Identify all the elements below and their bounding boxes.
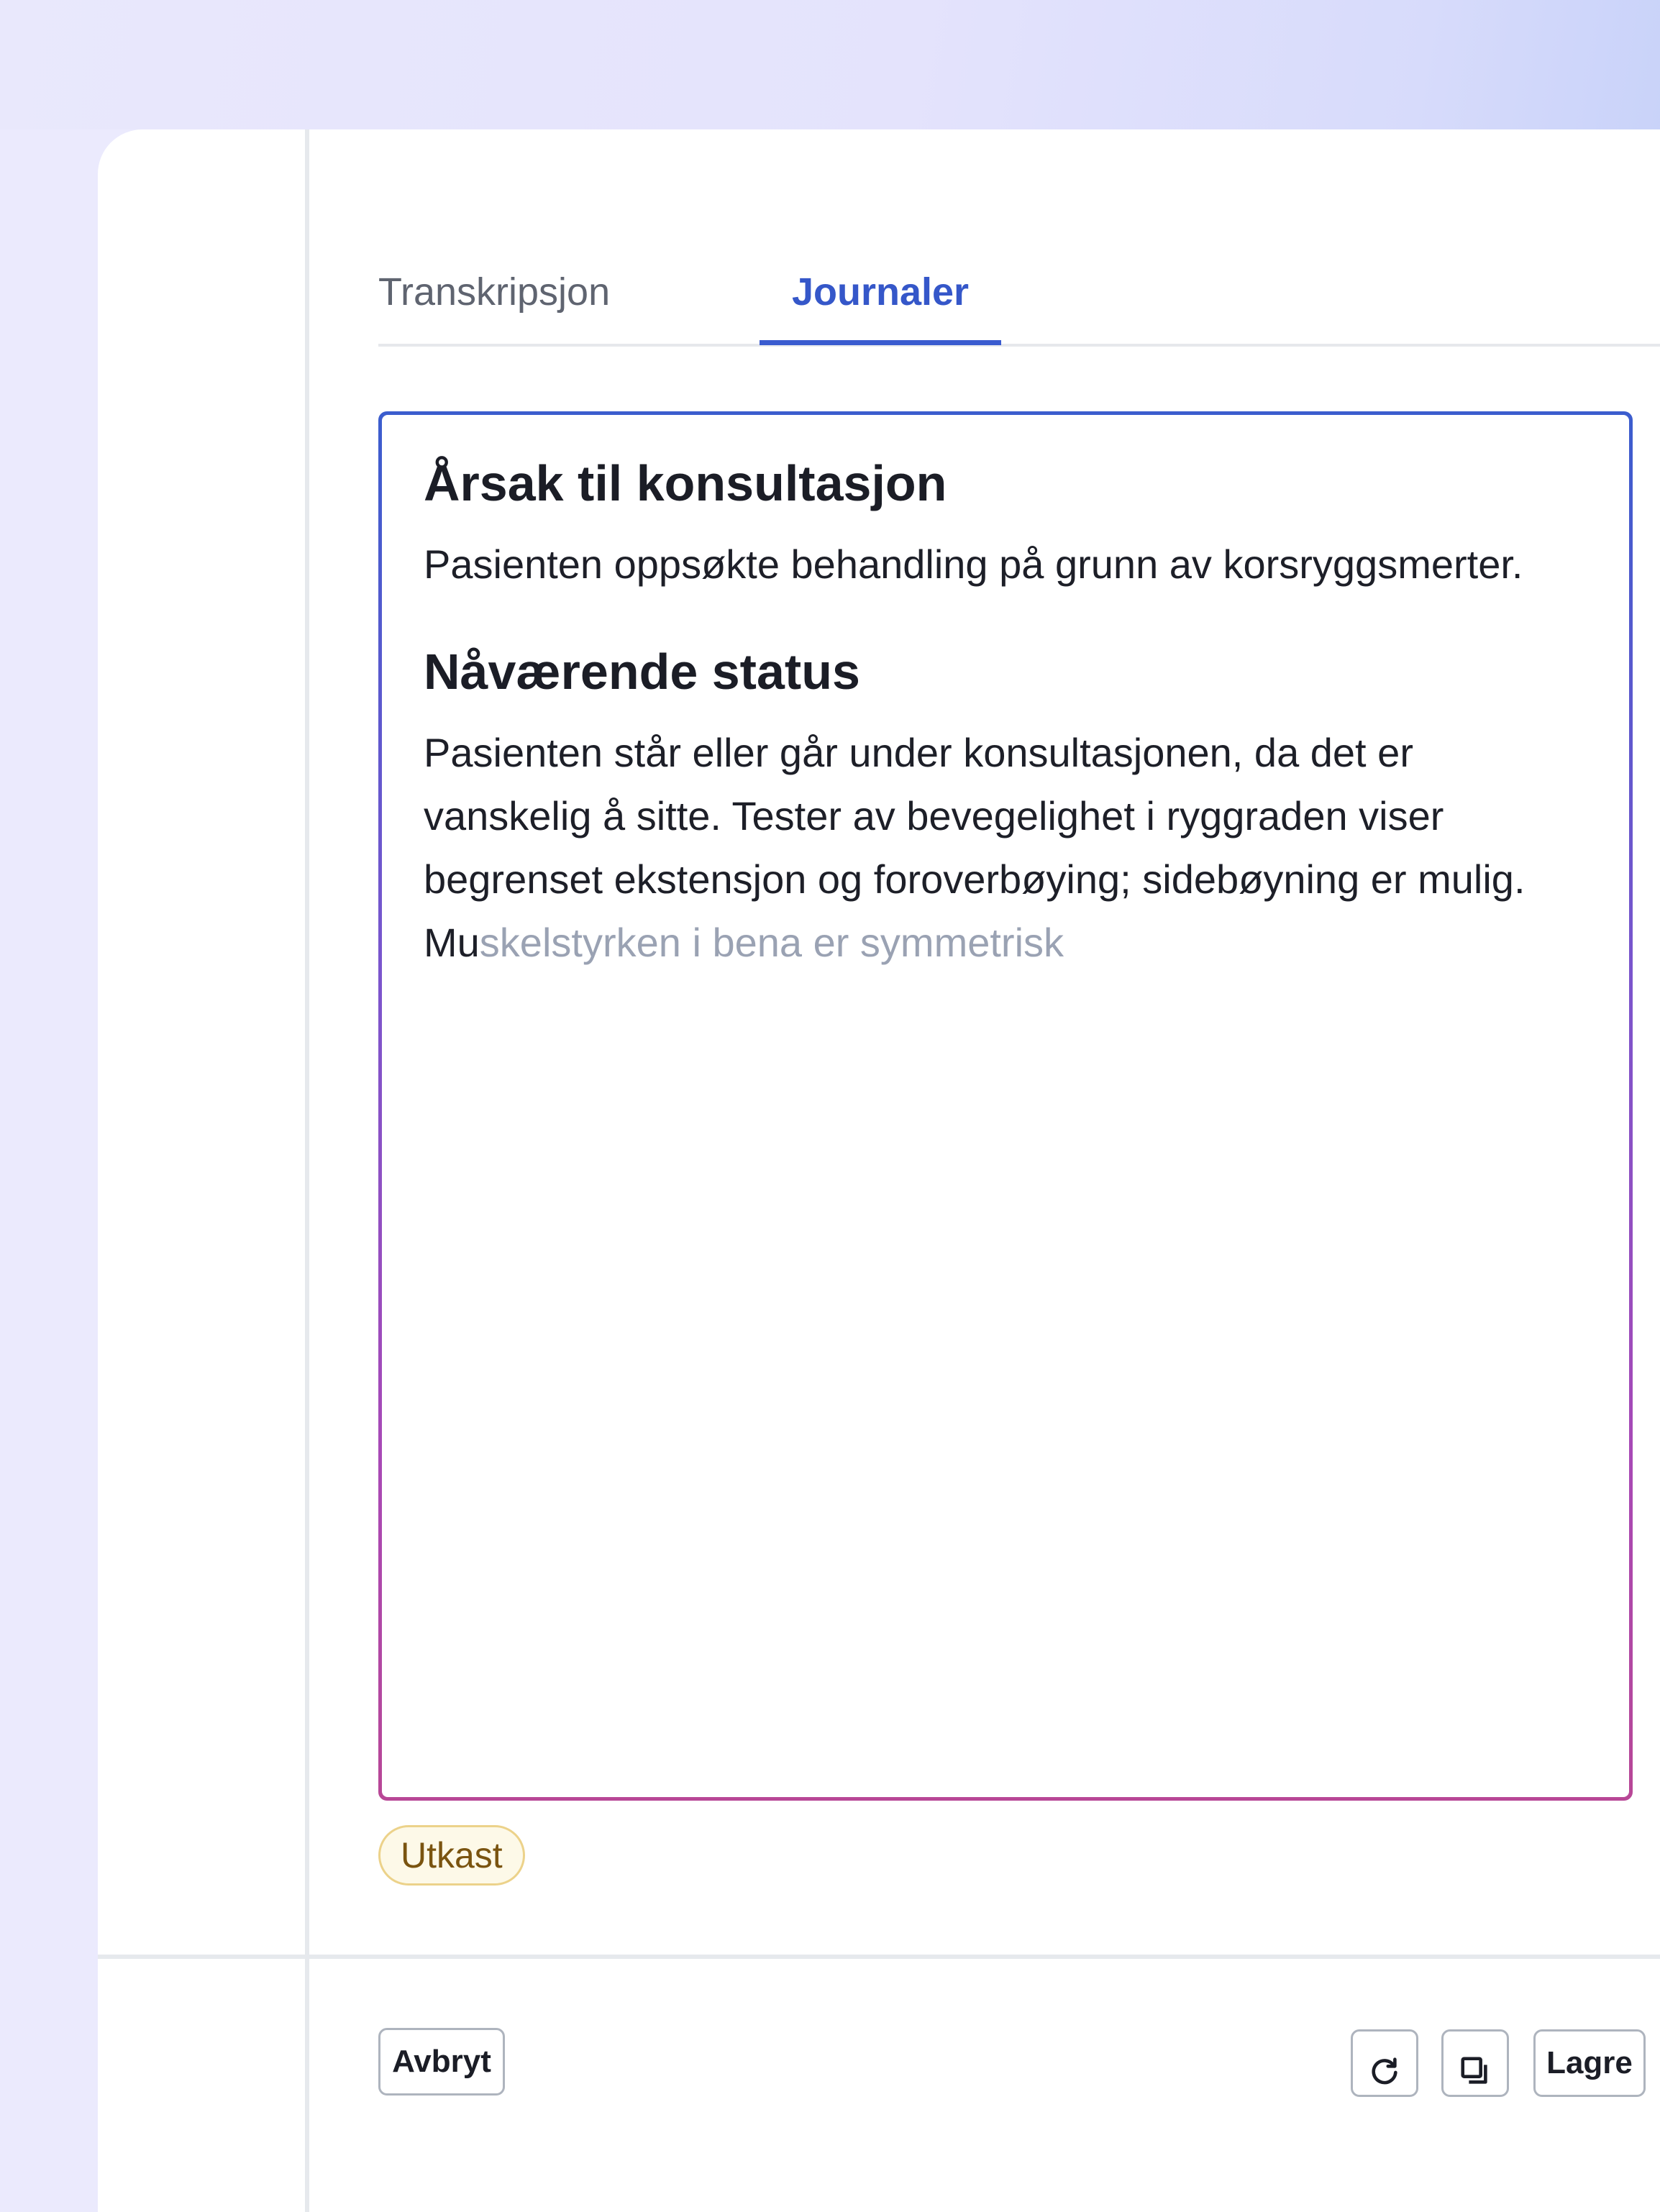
app-window [98, 129, 1660, 2212]
section-body-reason: Pasienten oppsøkte behandling på grunn av korsryggsmerter. [424, 541, 1523, 587]
cancel-button[interactable]: Avbryt [378, 2028, 505, 2096]
tab-transcription[interactable]: Transkripsjon [378, 270, 611, 314]
regenerate-button[interactable] [1351, 2029, 1418, 2097]
tab-bar [378, 129, 1660, 347]
journal-editor[interactable] [378, 411, 1633, 1801]
save-button[interactable]: Lagre [1533, 2029, 1646, 2097]
section-heading-status: Nåværende status [424, 644, 860, 700]
status-badge: Utkast [378, 1825, 525, 1886]
copy-icon [1459, 2055, 1492, 2088]
status-text: Pasienten står eller går under konsultasjonen, da det er vanskelig å sitte. Tester av bevegelighet i ryggraden viser begrenset ekstensjon og foroverbøying; sidebøyning er mulig. Mu [424, 730, 1526, 965]
copy-button[interactable] [1441, 2029, 1509, 2097]
autocomplete-suggestion: skelstyrken i bena er symmetrisk [479, 920, 1064, 965]
section-body-status [424, 721, 1587, 974]
section-heading-reason: Årsak til konsultasjon [424, 455, 947, 511]
journal-editor-content[interactable] [382, 415, 1629, 1797]
refresh-icon [1368, 2055, 1401, 2088]
sidebar-divider [305, 129, 309, 2212]
tab-journals[interactable]: Journaler [760, 266, 1001, 345]
footer-divider [98, 1955, 1660, 1959]
